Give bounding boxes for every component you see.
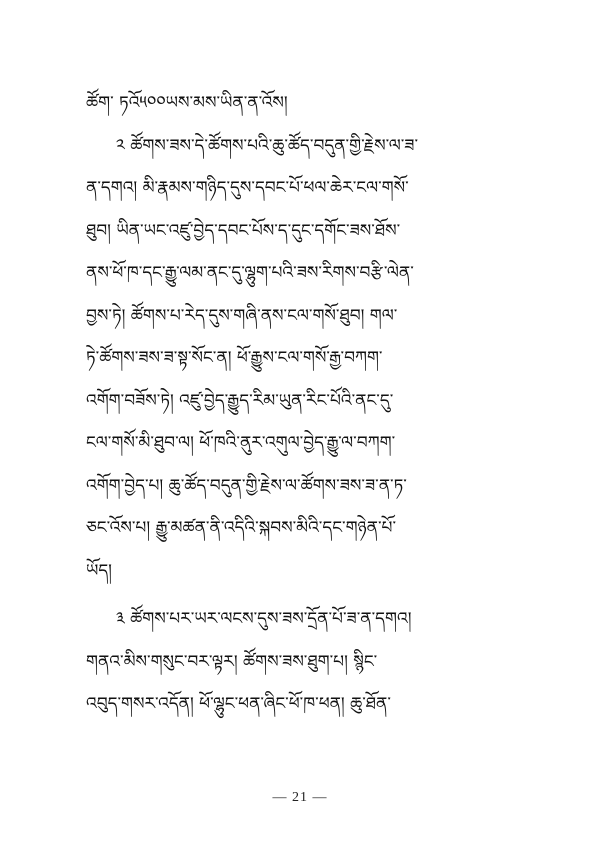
paragraph-line: ༣ ཚོགས་པར་ཡར་ལངས་དུས་ཟས་དྲོན་པོ་ཟ་ན་དགའ།	[116, 609, 412, 629]
paragraph-line: གནའ་མིས་གསུང་བར་ལྟར། ཚོགས་ཟས་ཐུག་པ། སྙིང་	[86, 651, 378, 672]
paragraph-line: ༢ ཚོགས་ཟས་དེ་ཚོགས་པའི་ཆུ་ཚོད་བདུན་གྱི་རྗེས་ལ་ཟ་	[116, 135, 419, 156]
paragraph-line: ཅང་འོས་པ། རྒྱུ་མཚན་ནི་འདིའི་སྐབས་མིའི་དང་གཉེན་པོ་	[86, 518, 397, 538]
paragraph-line: འགོག་བཟོས་ཏེ། འཛུ་བྱེད་རྒྱུད་རིམ་ཡུན་རིང་པོའི་ནང་དུ་	[86, 390, 394, 411]
heading-line: ཚོག་ ཏའོ༥༠༠ཡས་མས་ཡིན་ན་འོས།	[86, 93, 288, 113]
paragraph-line: ནས་ཕོ་ཁ་དང་རྒྱུ་ལམ་ནང་དུ་ལྷུག་པའི་ཟས་རིགས་བརྩི་ལེན་	[86, 263, 414, 283]
text-body	[86, 82, 516, 726]
paragraph-line: ཏེ་ཚོགས་ཟས་ཟ་སྟ་སོང་ན། ཕོ་རྒྱུས་ངལ་གསོ་རྒྱ་བཀག་	[86, 348, 383, 368]
paragraph-line: ན་དགའ། མི་རྣམས་གཉིད་དུས་དབང་པོ་ཕལ་ཆེར་ངལ་གསོ་	[86, 178, 409, 198]
paragraph-line: ཐུབ། ཡིན་ཡང་འཛུ་བྱེད་དབང་པོས་ད་དུང་དགོང་ཟས་ཐོས་	[86, 220, 401, 241]
page-number: — 21 —	[272, 790, 328, 805]
paragraph-line: འབུད་གསར་འདོན། ཕོ་ལྷུང་ཕན་ཞིང་ཕོ་ཁ་ཕན། ཆུ་ཐོན་	[86, 694, 391, 714]
paragraph-line: བྱས་ཏེ། ཚོགས་པ་རེད་དུས་གཞི་ནས་ངལ་གསོ་ཐུབ། གལ་	[86, 305, 398, 326]
paragraph-line: འགོག་བྱེད་པ། ཆུ་ཚོད་བདུན་གྱི་རྗེས་ལ་ཚོགས་ཟས་ཟ་ན་ཏ་	[86, 475, 407, 496]
paragraph-line: ཡོད།	[86, 560, 112, 581]
paragraph-line: ངལ་གསོ་མི་ཐུབ་ལ། ཕོ་ཁའི་ནུར་འགུལ་བྱེད་རྒྱུ་ལ་བཀག་	[86, 433, 396, 453]
